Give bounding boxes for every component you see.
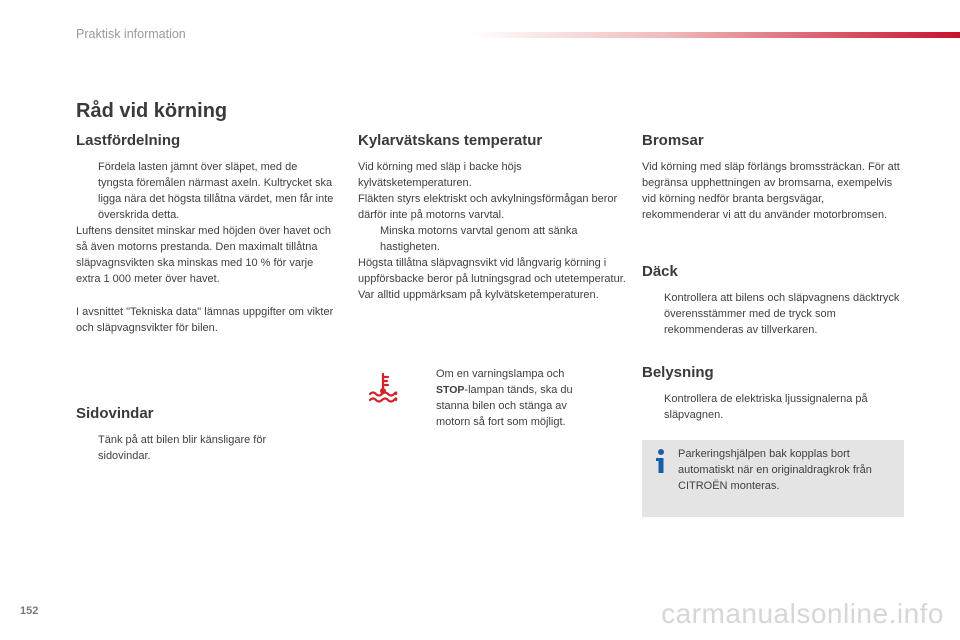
list-item: Fördela lasten jämnt över släpet, med de tyngsta föremålen närmast axeln. Kultrycket ska ligga nära det högsta tillåtna värdet, men får inte överskrida detta. <box>98 161 334 221</box>
section-label: Praktisk information <box>76 27 186 41</box>
heading-belysning: Belysning <box>642 364 714 381</box>
list-item: Kontrollera att bilens och släpvagnens däcktryck överensstämmer med de tryck som rekommenderas av tillverkaren. <box>664 292 900 336</box>
coolant-temperature-warning-icon <box>366 370 400 404</box>
list-item: Kontrollera de elektriska ljussignalerna på släpvagnen. <box>664 393 868 421</box>
paragraph: Vid körning med släp i backe höjs kylvätsketemperaturen. <box>358 161 522 189</box>
section-kylarvatska <box>358 132 628 303</box>
heading-kylarvatska: Kylarvätskans temperatur <box>358 132 543 149</box>
section-dack <box>642 263 904 338</box>
paragraph: Vid körning med släp förlängs bromssträckan. För att begränsa upphettningen av bromsarna, exempelvis vid körning nedför branta bergsvägar, rekommenderar vi att du använder motorbromsen. <box>642 161 900 221</box>
info-text: Parkeringshjälpen bak kopplas bort automatiskt när en originaldragkrok från CITROËN monteras. <box>678 448 872 492</box>
paragraph: Fläkten styrs elektriskt och avkylningsförmågan beror därför inte på motorns varvtal. <box>358 193 618 221</box>
page-number: 152 <box>20 605 39 617</box>
list-item: Tänk på att bilen blir känsligare för sidovindar. <box>98 434 267 462</box>
section-sidovindar <box>76 405 334 464</box>
paragraph: Luftens densitet minskar med höjden över havet och så även motorns prestanda. Den maximalt tillåtna släpvagnsvikten ska minskas med 10 % för varje extra 1 000 meter över havet. <box>76 225 331 285</box>
section-lastfordelning <box>76 132 334 336</box>
paragraph: Högsta tillåtna släpvagnsvikt vid långvarig körning i uppförsbacke beror på lutningsgrad och utetemperatur. <box>358 257 626 285</box>
info-box <box>642 440 904 517</box>
coolant-warning-note <box>358 366 598 436</box>
heading-dack: Däck <box>642 263 678 280</box>
section-belysning <box>642 364 904 423</box>
paragraph: Var alltid uppmärksam på kylvätsketemperaturen. <box>358 289 599 301</box>
list-item: Om en varningslampa och STOP-lampan tänds, ska du stanna bilen och stänga av motorn så fort som möjligt. <box>436 368 573 428</box>
stop-label: STOP <box>436 384 465 396</box>
heading-lastfordelning: Lastfördelning <box>76 132 181 149</box>
paragraph: I avsnittet "Tekniska data" lämnas uppgifter om vikter och släpvagnsvikter för bilen. <box>76 306 334 334</box>
heading-sidovindar: Sidovindar <box>76 405 154 422</box>
list-item: Minska motorns varvtal genom att sänka hastigheten. <box>380 225 578 253</box>
header-accent-bar <box>470 32 960 38</box>
heading-bromsar: Bromsar <box>642 132 704 149</box>
page-title: Råd vid körning <box>76 100 228 122</box>
info-icon <box>650 448 672 474</box>
section-bromsar <box>642 132 904 223</box>
watermark: carmanualsonline.info <box>661 598 944 629</box>
